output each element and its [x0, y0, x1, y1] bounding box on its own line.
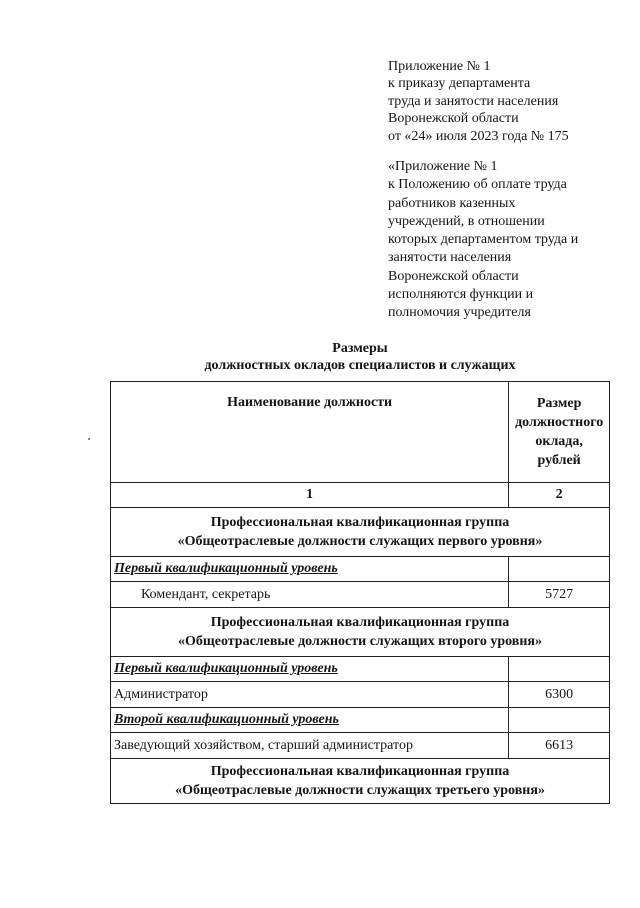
column-number: 1: [111, 483, 509, 508]
position-name: Заведующий хозяйством, старший администратор: [111, 733, 509, 759]
document-title: Размеры: [332, 341, 388, 356]
group-title-line: «Общеотраслевые должности служащих первого уровня»: [177, 534, 543, 549]
regulation-line: занятости населения: [388, 250, 512, 266]
appendix-line: к приказу департамента: [388, 76, 531, 92]
regulation-line: учреждений, в отношении: [388, 213, 545, 229]
level-salary-empty: [509, 708, 610, 733]
group-row: [111, 508, 610, 557]
appendix-block: [388, 58, 628, 145]
group-title-line: «Общеотраслевые должности служащих второго уровня»: [178, 634, 542, 649]
group-title-line: Профессиональная квалификационная группа: [210, 764, 510, 779]
column-number-row: [111, 483, 610, 508]
header-position-name: Наименование должности: [111, 382, 509, 483]
group-row: [111, 759, 610, 804]
level-salary-empty: [509, 557, 610, 582]
group-title-line: Профессиональная квалификационная группа: [210, 615, 510, 630]
header-salary-line: Размер: [536, 396, 582, 411]
group-title: [111, 608, 610, 657]
position-salary: 5727: [509, 582, 610, 608]
appendix-line: Воронежской области: [388, 111, 519, 127]
table-header-row: [111, 382, 610, 483]
regulation-line: которых департаментом труда и: [388, 232, 579, 248]
level-row: [111, 657, 610, 682]
table-row: [111, 682, 610, 708]
scan-speck: [88, 438, 90, 440]
group-title-line: Профессиональная квалификационная группа: [210, 515, 510, 530]
level-row: [111, 557, 610, 582]
level-salary-empty: [509, 657, 610, 682]
position-name: Администратор: [111, 682, 509, 708]
appendix-line: Приложение № 1: [388, 59, 491, 74]
header-salary-line: оклада,: [535, 434, 583, 449]
header-salary: [509, 382, 610, 483]
group-title: [111, 759, 610, 804]
level-name: Второй квалификационный уровень: [111, 708, 509, 733]
regulation-appendix-block: [388, 158, 628, 323]
appendix-line: труда и занятости населения: [388, 93, 559, 109]
regulation-line: к Положению об оплате труда: [388, 177, 567, 193]
regulation-line: работников казенных: [388, 195, 516, 211]
group-title-line: «Общеотраслевые должности служащих третьего уровня»: [175, 783, 545, 798]
regulation-line: Воронежской области: [388, 268, 519, 284]
document-subtitle: должностных окладов специалистов и служащих: [204, 358, 516, 373]
regulation-line: исполняются функции и: [388, 287, 534, 303]
level-name: Первый квалификационный уровень: [111, 657, 509, 682]
table-row: [111, 733, 610, 759]
level-row: [111, 708, 610, 733]
salary-table: [110, 381, 610, 804]
table-row: [111, 582, 610, 608]
column-number: 2: [509, 483, 610, 508]
position-salary: 6613: [509, 733, 610, 759]
header-salary-line: рублей: [537, 453, 581, 468]
level-name: Первый квалификационный уровень: [111, 557, 509, 582]
appendix-line: от «24» июля 2023 года № 175: [388, 128, 569, 144]
regulation-line: «Приложение № 1: [388, 159, 498, 174]
position-name: Комендант, секретарь: [111, 582, 509, 608]
header-salary-line: должностного: [515, 415, 604, 430]
position-salary: 6300: [509, 682, 610, 708]
regulation-line: полномочия учредителя: [388, 305, 531, 321]
group-row: [111, 608, 610, 657]
group-title: [111, 508, 610, 557]
